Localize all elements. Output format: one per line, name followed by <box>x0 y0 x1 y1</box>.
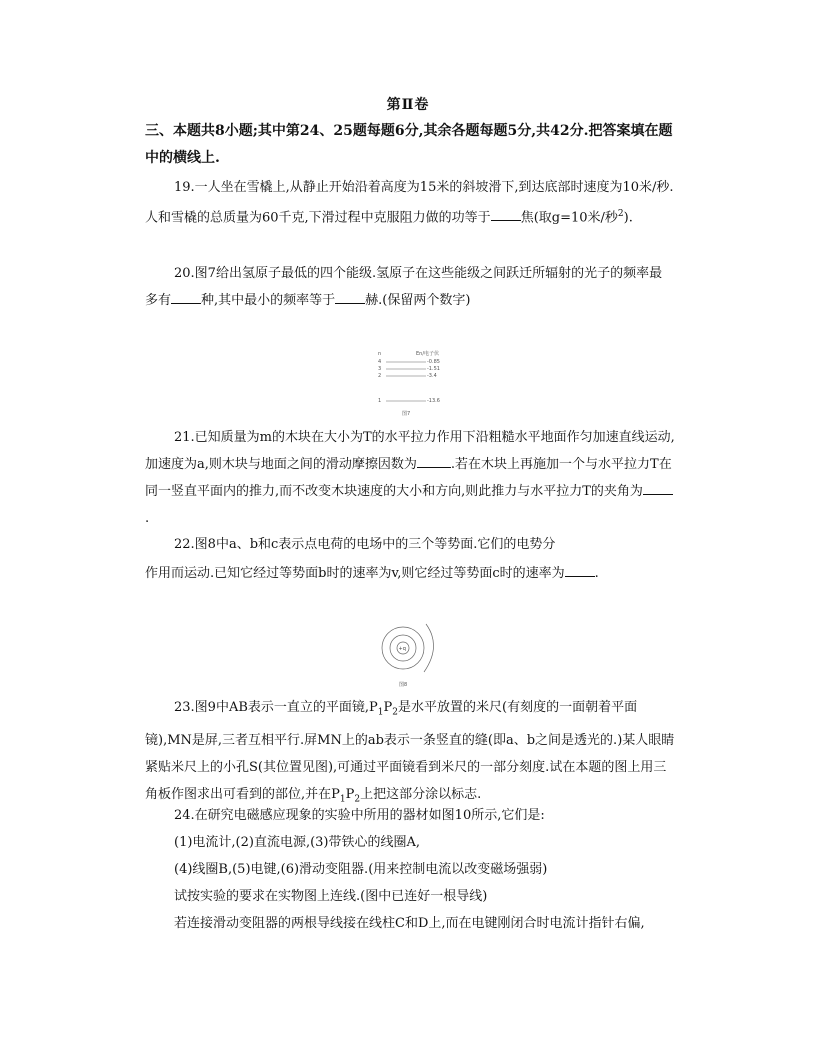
q22-line-2 <box>145 563 599 584</box>
q20-text-a: 20.图7给出氢原子最低的四个能级.氢原子在这些能级之间跃迁所辐射的光子的频率最多有 <box>145 266 663 308</box>
fig7-caption: 图7 <box>402 411 411 417</box>
q20-answer-blank-2[interactable] <box>335 290 365 304</box>
fig7-level-1 <box>378 398 440 404</box>
q23-sub-2: 2 <box>392 707 398 718</box>
q20-text-b: 种,其中最小的频率等于 <box>201 293 336 308</box>
q19-text-a: 19.一人坐在雪橇上,从静止开始沿着高度为15米的斜坡滑下,到达底部时速度为10米/秒.人和雪橇的总质量为60千克,下滑过程中克服阻力做的功等于 <box>145 180 674 226</box>
page-title: 第Ⅱ卷 <box>386 97 430 113</box>
figure-8-equipotential <box>370 618 446 690</box>
fig7-level-3 <box>378 366 440 372</box>
q19-superscript: 2 <box>617 209 624 219</box>
q22-answer-blank[interactable] <box>565 563 595 577</box>
fig7-level-3-n: 3 <box>378 366 382 372</box>
fig8-trajectory <box>424 624 434 672</box>
fig7-level-4 <box>378 359 440 365</box>
q24-intro: 24.在研究电磁感应现象的实验中所用的器材如图10所示,它们是: <box>174 808 545 823</box>
q21-text-b: .若在木块上再施加一个与水平拉力T在同一竖直平面内的推力,而不改变木块速度的大小和方向,则此推力与水平拉力T的夹角为 <box>145 457 672 499</box>
q24-task: 试按实验的要求在实物图上连线.(图中已连好一根导线) <box>174 889 488 904</box>
fig7-level-2 <box>378 373 437 379</box>
fig7-level-2-n: 2 <box>378 373 382 379</box>
q24-items-1: (1)电流计,(2)直流电源,(3)带铁心的线圈A, <box>174 835 421 850</box>
q20-answer-blank-1[interactable] <box>171 290 201 304</box>
fig7-level-1-e: -13.6 <box>427 398 440 404</box>
fig7-level-4-n: 4 <box>378 359 382 365</box>
q19-text-c: ). <box>623 210 633 226</box>
question-23 <box>145 694 675 813</box>
fig7-level-4-e: -0.85 <box>427 359 440 365</box>
q23-text-a: 23.图9中AB表示一直立的平面镜,P <box>174 700 378 715</box>
q24-items-2: (4)线圈B,(5)电键,(6)滑动变阻器.(用来控制电流以改变磁场强弱) <box>174 862 548 877</box>
fig7-col-e: En/电子伏 <box>416 351 440 357</box>
q19-answer-blank[interactable] <box>491 207 521 221</box>
figure-7-energy-levels <box>366 344 452 420</box>
fig7-level-1-n: 1 <box>378 398 382 404</box>
section-heading: 三、本题共8小题;其中第24、25题每题6分,其余各题每题5分,共42分.把答案填在题中的横线上. <box>145 123 673 166</box>
q19-text-b: 焦(取g=10米/秒 <box>520 210 618 226</box>
fig8-caption: 图8 <box>399 682 408 688</box>
q22-text-b: . <box>594 566 599 581</box>
q23-text-c: 上把这部分涂以标志. <box>360 786 482 802</box>
q22-line-1: 22.图8中a、b和c表示点电荷的电场中的三个等势面.它们的电势分 <box>174 537 556 552</box>
q23-text-b: 是水平放置的米尺(有刻度的一面朝着平面镜),MN是屏,三者互相平行.屏MN上的ab表示一条竖直的缝(即a、b之间是透光的.)某人眼睛紧贴米尺上的小孔S(其位置见图),可通过平面镜看到米尺的一部分刻度.试在本题的图上用三角板作图求出可看到的部位,并在P <box>145 700 675 802</box>
fig7-level-2-e: -3.4 <box>427 373 437 379</box>
question-19 <box>145 174 675 231</box>
q23-sub-1: 1 <box>377 707 384 718</box>
q22-text-a: 作用而运动.已知它经过等势面b时的速率为v,则它经过等势面c时的速率为 <box>145 566 565 581</box>
q21-answer-blank-1[interactable] <box>417 454 451 468</box>
fig8-charge-label: +q <box>398 646 406 652</box>
question-21 <box>145 424 675 532</box>
q23-sub-4: 2 <box>354 794 361 805</box>
fig7-level-3-e: -1.51 <box>427 366 440 372</box>
q21-text-a: 21.已知质量为m的木块在大小为T的水平拉力作用下沿粗糙水平地面作匀加速直线运动,加速度为a,则木块与地面之间的滑动摩擦因数为 <box>145 430 675 472</box>
question-20 <box>145 260 675 314</box>
q21-answer-blank-2[interactable] <box>643 481 673 495</box>
q21-text-c: . <box>145 511 150 526</box>
q23-p2: P <box>345 786 355 802</box>
q23-sub-3: 1 <box>339 794 346 805</box>
fig7-col-n: n <box>378 351 382 357</box>
q23-p: P <box>383 700 393 715</box>
q20-text-c: 赫.(保留两个数字) <box>365 293 471 308</box>
q24-last: 若连接滑动变阻器的两根导线接在线柱C和D上,而在电键刚闭合时电流计指针右偏, <box>174 916 645 931</box>
